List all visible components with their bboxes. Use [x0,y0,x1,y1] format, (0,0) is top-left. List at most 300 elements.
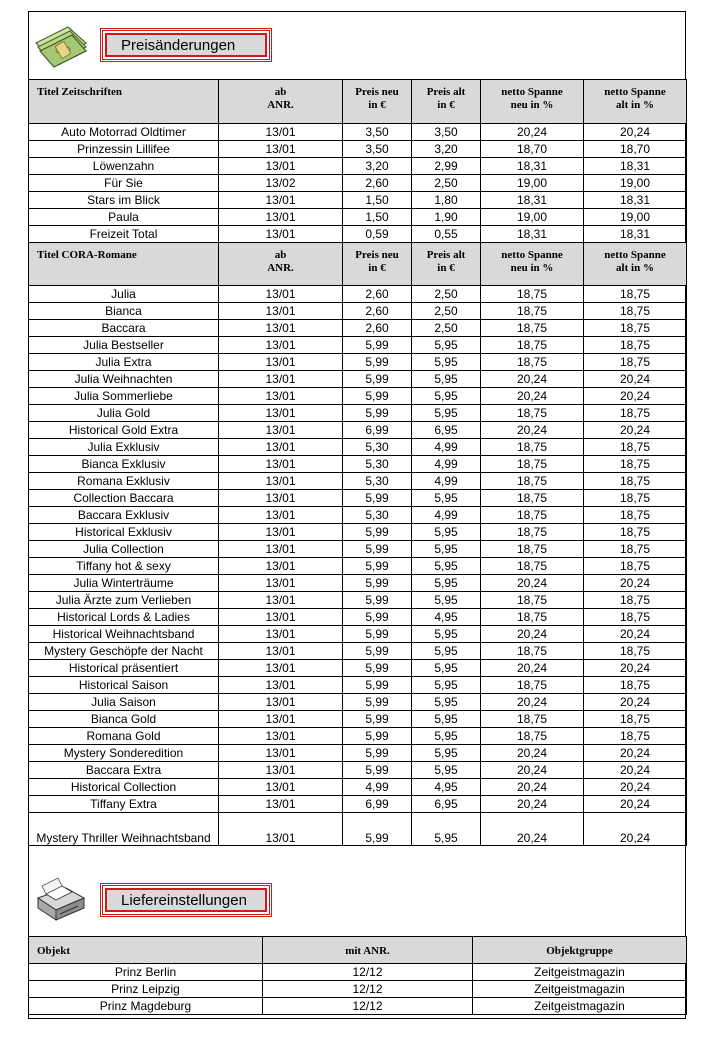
value-cell: 5,99 [343,745,412,762]
value-cell: 5,99 [343,524,412,541]
value-cell: 2,99 [412,158,481,175]
section-heading: Titel CORA-Romane [29,243,219,286]
value-cell: 5,99 [343,388,412,405]
table-row [29,745,687,762]
value-cell: 13/01 [219,226,343,243]
value-cell: 20,24 [481,779,584,796]
column-header-line: in € [368,99,386,111]
value-cell: 20,24 [584,813,687,846]
value-cell: 2,50 [412,303,481,320]
value-cell: 12/12 [263,981,473,998]
price-table [28,79,687,846]
title-cell: Tiffany hot & sexy [29,558,219,575]
value-cell: 13/01 [219,439,343,456]
title-cell: Julia [29,286,219,303]
column-header-line: netto Spanne [501,249,563,261]
value-cell: 13/01 [219,490,343,507]
column-header-line: alt in % [616,262,654,274]
value-cell: 5,95 [412,388,481,405]
value-cell: 6,95 [412,422,481,439]
title-cell: Historical präsentiert [29,660,219,677]
prices-title: Preisänderungen [105,33,267,57]
value-cell: 5,99 [343,694,412,711]
value-cell: 20,24 [481,371,584,388]
column-header-line: ab [274,249,287,261]
value-cell: Zeitgeistmagazin [473,998,687,1015]
table-row [29,354,687,371]
value-cell: 18,75 [584,643,687,660]
value-cell: 18,75 [481,592,584,609]
table-row [29,388,687,405]
value-cell: 18,75 [584,473,687,490]
value-cell: 18,75 [584,524,687,541]
value-cell: 4,99 [412,473,481,490]
value-cell: 18,75 [481,711,584,728]
title-cell: Julia Extra [29,354,219,371]
value-cell: 5,95 [412,524,481,541]
title-cell: Julia Winterträume [29,575,219,592]
value-cell: 20,24 [481,422,584,439]
column-header-line: ab [274,86,287,98]
title-cell: Mystery Geschöpfe der Nacht [29,643,219,660]
table-row [29,575,687,592]
title-cell: Historical Saison [29,677,219,694]
column-header-line: ANR. [267,99,294,111]
value-cell: Zeitgeistmagazin [473,964,687,981]
table-row [29,490,687,507]
title-cell: Freizeit Total [29,226,219,243]
money-icon [32,21,90,69]
value-cell: 13/01 [219,507,343,524]
table-row [29,456,687,473]
value-cell: 20,24 [481,796,584,813]
value-cell: 5,99 [343,371,412,388]
value-cell: 5,95 [412,813,481,846]
value-cell: 20,24 [584,626,687,643]
table-row [29,192,687,209]
value-cell: 18,75 [584,541,687,558]
value-cell: 13/01 [219,796,343,813]
value-cell: 2,60 [343,320,412,337]
value-cell: 20,24 [584,745,687,762]
value-cell: 20,24 [481,626,584,643]
value-cell: 13/01 [219,813,343,846]
table-row [29,541,687,558]
value-cell: 13/01 [219,660,343,677]
value-cell: 4,99 [343,779,412,796]
title-cell: Romana Gold [29,728,219,745]
value-cell: 18,75 [481,490,584,507]
value-cell: 5,95 [412,490,481,507]
title-cell: Paula [29,209,219,226]
title-cell: Auto Motorrad Oldtimer [29,124,219,141]
value-cell: 4,99 [412,456,481,473]
value-cell: 5,30 [343,473,412,490]
value-cell: 13/01 [219,711,343,728]
column-header [584,243,687,286]
printer-icon [32,876,90,924]
section-header-row [29,243,687,286]
value-cell: 18,75 [481,643,584,660]
column-header [584,80,687,124]
column-header [412,243,481,286]
value-cell: 5,95 [412,728,481,745]
value-cell: 13/01 [219,405,343,422]
column-header-line: neu in % [510,262,554,274]
value-cell: 5,99 [343,609,412,626]
value-cell: 3,20 [412,141,481,158]
value-cell: 13/01 [219,320,343,337]
value-cell: 5,95 [412,745,481,762]
prices-header [28,11,686,79]
table-row [29,226,687,243]
value-cell: 13/01 [219,728,343,745]
value-cell: 18,75 [584,286,687,303]
value-cell: 3,50 [343,124,412,141]
value-cell: 13/01 [219,303,343,320]
value-cell: 13/01 [219,779,343,796]
column-header-line: ANR. [267,262,294,274]
value-cell: 5,95 [412,711,481,728]
value-cell: 18,75 [481,456,584,473]
value-cell: 1,90 [412,209,481,226]
value-cell: 2,50 [412,286,481,303]
title-cell: Bianca [29,303,219,320]
value-cell: 5,99 [343,643,412,660]
value-cell: 5,95 [412,405,481,422]
value-cell: 20,24 [584,694,687,711]
title-cell: Mystery Thriller Weihnachtsband [29,813,219,846]
column-header-line: in € [437,99,455,111]
value-cell: 20,24 [584,371,687,388]
table-row [29,286,687,303]
table-row [29,762,687,779]
value-cell: 5,99 [343,762,412,779]
column-header [481,80,584,124]
value-cell: 6,99 [343,796,412,813]
value-cell: 13/01 [219,558,343,575]
value-cell: 4,99 [412,439,481,456]
value-cell: 18,75 [481,354,584,371]
value-cell: 18,75 [584,320,687,337]
value-cell: 13/01 [219,286,343,303]
value-cell: 13/01 [219,592,343,609]
title-cell: Julia Saison [29,694,219,711]
table-row [29,711,687,728]
value-cell: 18,70 [584,141,687,158]
value-cell: 19,00 [584,209,687,226]
value-cell: 5,95 [412,660,481,677]
table-row [29,158,687,175]
delivery-title: Liefereinstellungen [105,888,267,912]
value-cell: 6,99 [343,422,412,439]
value-cell: 5,99 [343,558,412,575]
value-cell: 18,75 [481,524,584,541]
table-row [29,320,687,337]
value-cell: 13/01 [219,209,343,226]
value-cell: 4,99 [412,507,481,524]
title-cell: Baccara Extra [29,762,219,779]
column-header-line: Preis alt [426,249,466,261]
value-cell: 18,75 [584,354,687,371]
title-cell: Stars im Blick [29,192,219,209]
table-row [29,124,687,141]
table-row [29,998,687,1015]
table-row [29,507,687,524]
column-header: Objektgruppe [473,937,687,964]
value-cell: 5,99 [343,575,412,592]
column-header [412,80,481,124]
column-header-line: netto Spanne [604,86,666,98]
table-row [29,728,687,745]
column-header-line: Preis neu [355,86,399,98]
value-cell: 13/01 [219,524,343,541]
title-cell: Mystery Sonderedition [29,745,219,762]
value-cell: 13/01 [219,745,343,762]
value-cell: 13/01 [219,141,343,158]
column-header [219,243,343,286]
value-cell: 5,95 [412,337,481,354]
value-cell: 5,99 [343,728,412,745]
value-cell: 13/01 [219,337,343,354]
column-header [343,80,412,124]
title-cell: Julia Ärzte zum Verlieben [29,592,219,609]
title-cell: Baccara Exklusiv [29,507,219,524]
value-cell: 5,99 [343,354,412,371]
column-header-line: netto Spanne [604,249,666,261]
table-row [29,405,687,422]
value-cell: 20,24 [584,422,687,439]
value-cell: 5,95 [412,677,481,694]
value-cell: 5,99 [343,541,412,558]
title-cell: Julia Exklusiv [29,439,219,456]
column-header-line: Preis neu [355,249,399,261]
value-cell: 5,30 [343,507,412,524]
object-cell: Prinz Berlin [29,964,263,981]
table-row [29,643,687,660]
value-cell: 5,95 [412,558,481,575]
value-cell: 5,99 [343,626,412,643]
value-cell: 18,31 [481,192,584,209]
value-cell: 3,50 [343,141,412,158]
value-cell: 1,80 [412,192,481,209]
value-cell: 18,75 [584,677,687,694]
title-cell: Julia Weihnachten [29,371,219,388]
value-cell: 5,99 [343,490,412,507]
value-cell: 18,75 [584,337,687,354]
delivery-header [28,866,686,934]
title-cell: Julia Collection [29,541,219,558]
title-cell: Historical Lords & Ladies [29,609,219,626]
value-cell: 20,24 [481,762,584,779]
title-cell: Julia Sommerliebe [29,388,219,405]
value-cell: 18,75 [584,439,687,456]
object-cell: Prinz Leipzig [29,981,263,998]
title-cell: Für Sie [29,175,219,192]
value-cell: 18,75 [481,337,584,354]
value-cell: 19,00 [584,175,687,192]
table-row [29,473,687,490]
value-cell: 20,24 [481,813,584,846]
value-cell: 18,75 [481,609,584,626]
title-cell: Historical Exklusiv [29,524,219,541]
value-cell: 18,75 [584,592,687,609]
value-cell: 1,50 [343,209,412,226]
value-cell: 13/02 [219,175,343,192]
value-cell: 18,75 [481,541,584,558]
value-cell: 18,75 [481,405,584,422]
value-cell: 20,24 [481,660,584,677]
value-cell: 13/01 [219,762,343,779]
value-cell: 12/12 [263,964,473,981]
value-cell: 18,75 [584,728,687,745]
column-header: mit ANR. [263,937,473,964]
value-cell: 13/01 [219,694,343,711]
value-cell: 18,75 [584,609,687,626]
value-cell: 13/01 [219,677,343,694]
value-cell: 18,75 [481,473,584,490]
value-cell: 13/01 [219,354,343,371]
title-cell: Historical Gold Extra [29,422,219,439]
title-cell: Tiffany Extra [29,796,219,813]
value-cell: 5,95 [412,694,481,711]
table-row [29,626,687,643]
value-cell: 18,75 [481,507,584,524]
title-cell: Julia Bestseller [29,337,219,354]
title-cell: Romana Exklusiv [29,473,219,490]
column-header: Objekt [29,937,263,964]
table-row [29,558,687,575]
value-cell: 18,31 [584,158,687,175]
column-header-line: netto Spanne [501,86,563,98]
delivery-header-row [29,937,687,964]
column-header-line: in € [368,262,386,274]
title-cell: Julia Gold [29,405,219,422]
column-header-line: alt in % [616,99,654,111]
value-cell: 13/01 [219,371,343,388]
value-cell: 18,75 [584,405,687,422]
value-cell: 18,75 [481,728,584,745]
value-cell: 20,24 [584,124,687,141]
value-cell: 18,75 [584,507,687,524]
value-cell: 13/01 [219,456,343,473]
value-cell: 5,99 [343,405,412,422]
value-cell: 13/01 [219,541,343,558]
value-cell: 13/01 [219,388,343,405]
value-cell: 5,95 [412,626,481,643]
value-cell: 20,24 [584,388,687,405]
value-cell: 5,99 [343,592,412,609]
value-cell: 13/01 [219,626,343,643]
value-cell: 2,60 [343,303,412,320]
section-heading: Titel Zeitschriften [29,80,219,124]
value-cell: 5,99 [343,813,412,846]
value-cell: 20,24 [481,388,584,405]
table-row [29,592,687,609]
value-cell: 4,95 [412,609,481,626]
value-cell: 18,31 [481,226,584,243]
value-cell: 13/01 [219,643,343,660]
table-row [29,964,687,981]
value-cell: 5,99 [343,677,412,694]
value-cell: 5,95 [412,371,481,388]
value-cell: 13/01 [219,124,343,141]
column-header-line: in € [437,262,455,274]
table-row [29,796,687,813]
value-cell: 19,00 [481,175,584,192]
value-cell: 20,24 [481,694,584,711]
value-cell: 5,99 [343,660,412,677]
value-cell: 18,75 [584,303,687,320]
value-cell: 20,24 [481,124,584,141]
table-row [29,303,687,320]
column-header-line: Preis alt [426,86,466,98]
value-cell: 1,50 [343,192,412,209]
prices-title-banner [100,28,272,62]
value-cell: 13/01 [219,192,343,209]
table-row [29,609,687,626]
value-cell: 19,00 [481,209,584,226]
value-cell: 5,95 [412,575,481,592]
value-cell: 12/12 [263,998,473,1015]
value-cell: 13/01 [219,422,343,439]
table-row [29,175,687,192]
column-header [343,243,412,286]
column-header-line: neu in % [510,99,554,111]
table-row [29,677,687,694]
value-cell: 18,70 [481,141,584,158]
table-row [29,209,687,226]
value-cell: 5,95 [412,643,481,660]
value-cell: 5,95 [412,762,481,779]
delivery-table [28,936,687,1015]
table-row [29,779,687,796]
value-cell: 18,75 [584,711,687,728]
value-cell: 18,75 [481,677,584,694]
value-cell: 13/01 [219,473,343,490]
value-cell: 20,24 [584,660,687,677]
value-cell: 20,24 [481,745,584,762]
value-cell: 20,24 [584,779,687,796]
value-cell: 18,75 [481,439,584,456]
table-row [29,371,687,388]
table-row [29,141,687,158]
value-cell: 5,30 [343,456,412,473]
section-header-row [29,80,687,124]
value-cell: 2,60 [343,286,412,303]
value-cell: 2,50 [412,175,481,192]
title-cell: Bianca Gold [29,711,219,728]
value-cell: 18,75 [481,286,584,303]
value-cell: 20,24 [584,796,687,813]
table-row [29,813,687,846]
value-cell: 20,24 [481,575,584,592]
value-cell: 18,31 [584,226,687,243]
column-header [219,80,343,124]
table-row [29,524,687,541]
value-cell: Zeitgeistmagazin [473,981,687,998]
value-cell: 18,31 [584,192,687,209]
value-cell: 18,75 [584,456,687,473]
title-cell: Löwenzahn [29,158,219,175]
value-cell: 5,95 [412,354,481,371]
value-cell: 5,30 [343,439,412,456]
value-cell: 3,20 [343,158,412,175]
value-cell: 13/01 [219,575,343,592]
column-header [481,243,584,286]
value-cell: 20,24 [584,762,687,779]
value-cell: 5,95 [412,592,481,609]
